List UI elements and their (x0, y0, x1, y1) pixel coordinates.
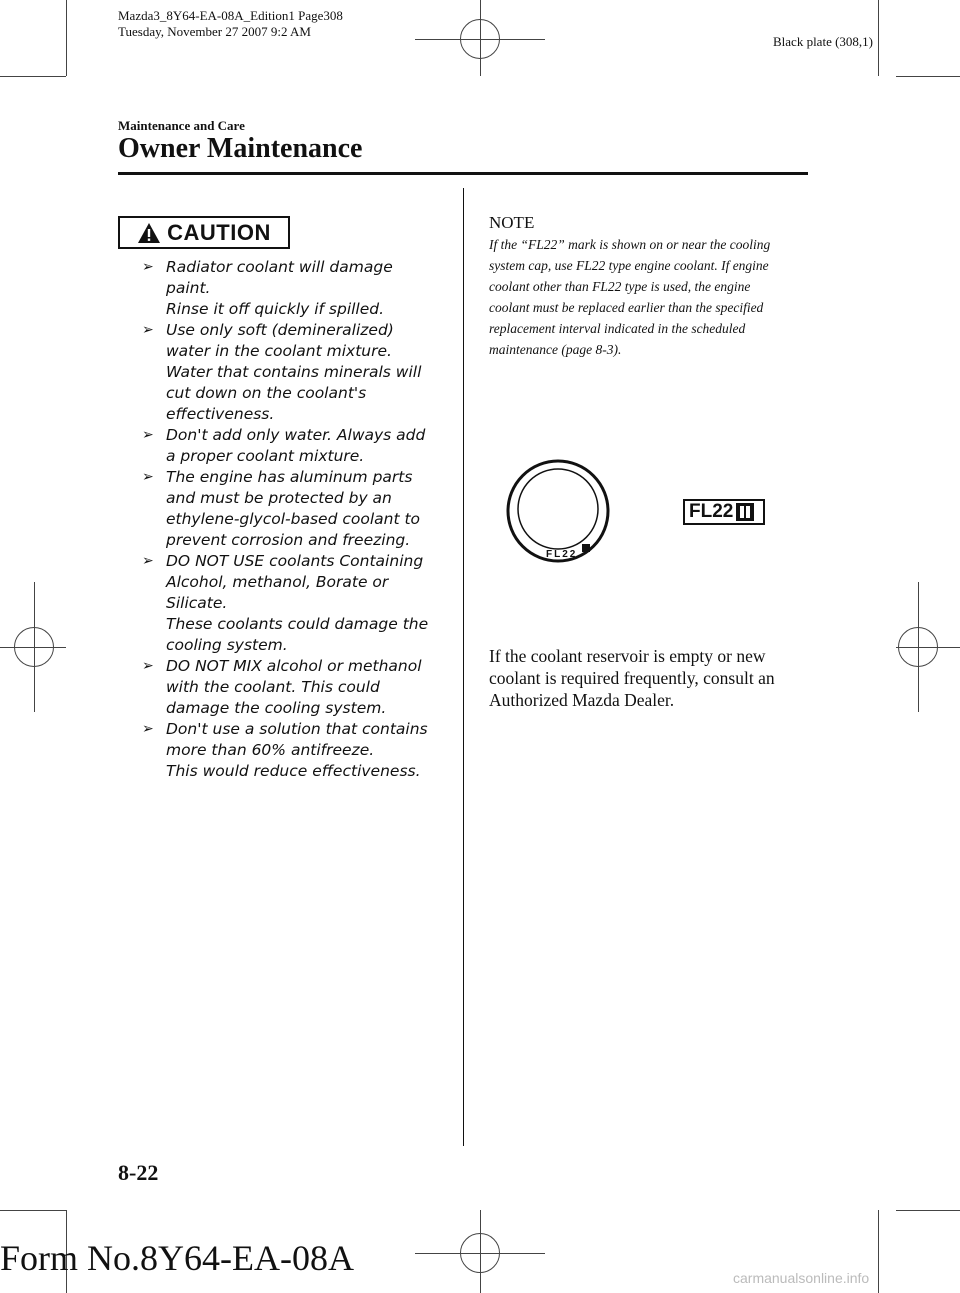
arrow-bullet-icon: ➢ (142, 658, 154, 674)
caution-item-text: The engine has aluminum parts and must be protected by an ethylene-glycol-based coolant to prevent corrosion and freezing. (166, 468, 421, 549)
caution-item (142, 719, 442, 782)
note-heading: NOTE (489, 213, 535, 232)
page-number: 8-22 (118, 1160, 159, 1185)
caution-label: CAUTION (167, 219, 271, 245)
caution-item-text: Radiator coolant will damage paint. Rinse it off quickly if spilled. (166, 258, 393, 318)
arrow-bullet-icon: ➢ (142, 553, 154, 569)
cap-fl22-text: FL22 (546, 549, 578, 560)
print-header-line: Tuesday, November 27 2007 9:2 AM (118, 24, 311, 39)
caution-item-text: Use only soft (demineralized) water in the coolant mixture. Water that contains minerals will cut down on the coolant's effectiveness. (166, 321, 422, 423)
registration-mark (918, 582, 919, 712)
arrow-bullet-icon: ➢ (142, 259, 154, 275)
caution-item-text: Don't use a solution that contains more than 60% antifreeze. This would reduce effectiveness. (166, 720, 428, 780)
caution-item (142, 425, 442, 467)
crop-mark (878, 0, 879, 76)
registration-mark (480, 1210, 481, 1293)
arrow-bullet-icon: ➢ (142, 469, 154, 485)
section-label: Maintenance and Care (118, 118, 245, 133)
arrow-bullet-icon: ➢ (142, 721, 154, 737)
arrow-bullet-icon: ➢ (142, 322, 154, 338)
crop-mark (896, 76, 960, 77)
watermark: carmanualsonline.info (733, 1270, 870, 1286)
caution-list (142, 257, 442, 782)
crop-mark (896, 1210, 960, 1211)
warning-icon (137, 222, 161, 244)
caution-item (142, 467, 442, 551)
page-title: Owner Maintenance (118, 133, 363, 164)
column-divider (463, 188, 464, 1146)
title-rule (118, 172, 808, 175)
arrow-bullet-icon: ➢ (142, 427, 154, 443)
caution-item (142, 656, 442, 719)
manual-book-icon (735, 502, 755, 522)
fl22-mark-text: FL22 (689, 501, 734, 522)
print-header-line: Mazda3_8Y64-EA-08A_Edition1 Page308 (118, 8, 343, 23)
plate-label: Black plate (308,1) (773, 34, 873, 49)
note-text: If the “FL22” mark is shown on or near the cooling system cap, use FL22 type engine coolant. If engine coolant other than FL22 type is used, the engine coolant must be replaced earlier than the specified replacement interval indicated in the scheduled maintenance (page 8-3). (489, 237, 771, 357)
print-header (118, 8, 343, 40)
caution-item (142, 257, 442, 320)
registration-mark (0, 647, 66, 648)
body-paragraph: If the coolant reservoir is empty or new coolant is required frequently, consult an Authorized Mazda Dealer. (489, 646, 775, 710)
crop-mark (0, 76, 66, 77)
fl22-mark (683, 499, 765, 525)
crop-mark (0, 1210, 66, 1211)
crop-mark (66, 0, 67, 76)
caution-item (142, 551, 442, 656)
registration-mark (896, 647, 960, 648)
caution-item-text: DO NOT MIX alcohol or methanol with the coolant. This could damage the cooling system. (166, 657, 422, 717)
caution-box (118, 216, 290, 249)
coolant-cap-illustration (506, 453, 610, 571)
registration-mark (480, 0, 481, 76)
crop-mark (878, 1210, 879, 1293)
caution-item (142, 320, 442, 425)
registration-mark (34, 582, 35, 712)
caution-item-text: Don't add only water. Always add a proper coolant mixture. (166, 426, 426, 465)
form-number: Form No.8Y64-EA-08A (0, 1238, 354, 1278)
caution-item-text: DO NOT USE coolants Containing Alcohol, methanol, Borate or Silicate. These coolants could damage the cooling system. (166, 552, 429, 654)
